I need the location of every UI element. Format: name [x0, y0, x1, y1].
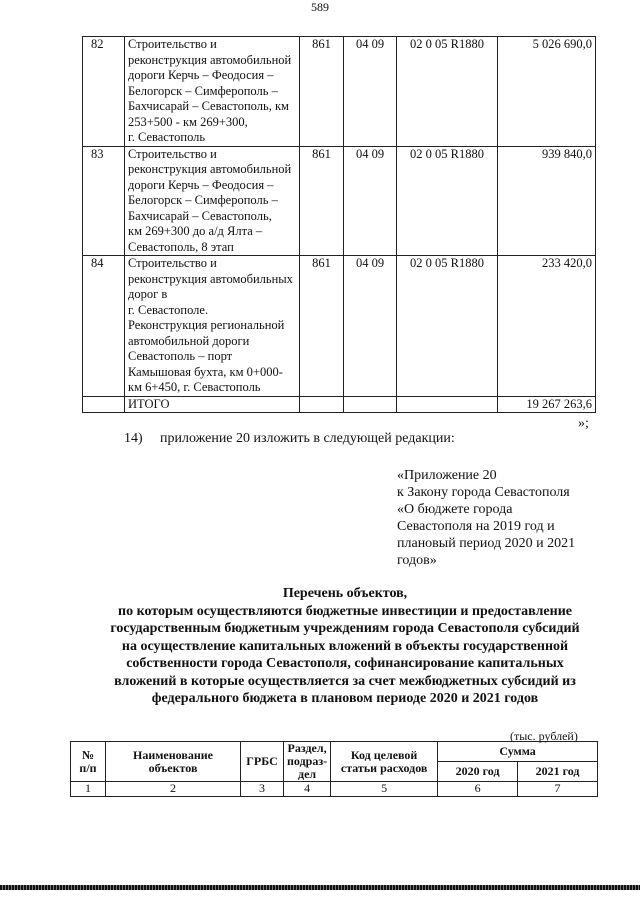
header-line: дел	[298, 767, 317, 781]
object-name-line: Бахчисарай – Севастополь,	[128, 208, 272, 223]
closing-quote: »;	[578, 416, 589, 431]
total-amount: 19 267 263,6	[498, 396, 596, 413]
object-name-line: Севастополь – порт	[128, 349, 233, 363]
index-cell: 3	[241, 782, 284, 797]
target-code: 02 0 05 R1880	[397, 37, 498, 147]
header-line: Код целевой	[350, 747, 418, 762]
col-2021-header: 2021 год	[518, 762, 598, 782]
grbs-code: 861	[300, 146, 344, 256]
object-name-line: Реконструкция региональной	[128, 318, 285, 332]
object-name-line: г. Севастополе.	[128, 302, 209, 317]
object-name-line: реконструкция автомобильных	[128, 271, 293, 286]
header-line: статьи расходов	[340, 760, 428, 775]
object-name-line: дороги Керчь – Феодосия –	[128, 68, 274, 82]
index-cell: 5	[331, 782, 438, 797]
target-code: 02 0 05 R1880	[397, 146, 498, 256]
table-row	[83, 256, 596, 397]
index-cell: 2	[106, 782, 241, 797]
empty-cell	[83, 396, 125, 413]
header-line: Раздел,	[287, 741, 327, 755]
amount: 233 420,0	[498, 256, 596, 397]
scan-edge-band	[0, 885, 640, 890]
col-target-header	[331, 742, 438, 782]
object-name-line: реконструкция автомобильной	[128, 162, 292, 176]
grbs-code: 861	[300, 37, 344, 147]
object-name-line: Строительство и	[128, 256, 217, 270]
row-number: 82	[83, 37, 125, 147]
index-cell: 7	[518, 782, 598, 797]
empty-cell	[300, 396, 344, 413]
annex-line: плановый период 2020 и 2021	[397, 536, 576, 551]
object-name-line: Севастополь, 8 этап	[128, 239, 234, 254]
object-name	[125, 37, 300, 147]
table-row	[83, 37, 596, 147]
object-name-line: Белогорск – Симферополь –	[128, 193, 278, 207]
object-name-line: дороги Керчь – Феодосия –	[128, 177, 274, 192]
title-line: Перечень объектов,	[282, 586, 408, 601]
object-name	[125, 146, 300, 256]
annex-line: «Приложение 20	[397, 468, 497, 483]
page-number: 589	[311, 0, 329, 14]
amount: 939 840,0	[498, 146, 596, 256]
object-name-line: дорог в	[128, 287, 168, 301]
empty-cell	[397, 396, 498, 413]
header-line: №	[81, 747, 95, 762]
title-line: вложений в которые осуществляется за счет межбюджетных субсидий из	[114, 673, 576, 689]
object-name-line: 253+500 - км 269+300,	[128, 114, 248, 129]
amendment-text: приложение 20 изложить в следующей редакции:	[160, 431, 455, 446]
col-grbs-header: ГРБС	[241, 742, 284, 782]
header-line: п/п	[79, 760, 97, 775]
annex-header	[397, 467, 607, 569]
grbs-code: 861	[300, 256, 344, 397]
index-cell: 4	[284, 782, 331, 797]
title-line: по которым осуществляются бюджетные инвестиции и предоставление	[118, 603, 572, 619]
annex-line: к Закону города Севастополя	[397, 485, 570, 500]
total-row	[83, 396, 596, 413]
object-name-line: Камышовая бухта, км 0+000-	[128, 364, 283, 379]
header-line: Наименование	[133, 747, 213, 762]
row-number: 83	[83, 146, 125, 256]
object-name-line: реконструкция автомобильной	[128, 52, 292, 67]
object-name-line: км 6+450, г. Севастополь	[128, 380, 261, 394]
object-name-line: Белогорск – Симферополь –	[128, 83, 278, 98]
header-row	[71, 742, 598, 762]
object-name-line: автомобильной дороги	[128, 333, 250, 348]
amendment-item	[124, 431, 455, 447]
section-code: 04 09	[344, 256, 397, 397]
index-row	[71, 782, 598, 797]
object-name-line: Строительство и	[128, 146, 217, 161]
section-code: 04 09	[344, 146, 397, 256]
object-name-line: Строительство и	[128, 37, 217, 51]
title-line: федерального бюджета в плановом периоде 2020 и 2021 годов	[151, 691, 539, 706]
object-name	[125, 256, 300, 397]
col-num-header	[71, 742, 106, 782]
document-title	[70, 585, 620, 708]
total-label: ИТОГО	[125, 396, 300, 413]
amount: 5 026 690,0	[498, 37, 596, 147]
object-name-line: Бахчисарай – Севастополь, км	[128, 99, 289, 113]
object-name-line: г. Севастополь	[128, 130, 206, 144]
header-line: объектов	[148, 760, 198, 775]
col-2020-header: 2020 год	[438, 762, 518, 782]
annex-line: «О бюджете города	[397, 502, 513, 517]
empty-cell	[344, 396, 397, 413]
title-line: на осуществление капитальных вложений в объекты государственной	[121, 638, 569, 654]
row-number: 84	[83, 256, 125, 397]
title-line: государственным бюджетным учреждениям города Севастополя субсидий	[110, 621, 580, 636]
title-line: собственности города Севастополя, софинансирование капитальных	[126, 656, 564, 671]
target-code: 02 0 05 R1880	[397, 256, 498, 397]
amendment-index: 14)	[124, 431, 143, 446]
col-sum-header: Сумма	[438, 742, 598, 762]
col-section-header	[284, 742, 331, 782]
table-row	[83, 146, 596, 256]
annex-line: Севастополя на 2019 год и	[397, 519, 555, 534]
section-code: 04 09	[344, 37, 397, 147]
annex-line: годов»	[397, 553, 437, 568]
header-line: подраз-	[287, 754, 328, 768]
index-cell: 1	[71, 782, 106, 797]
objects-table-header	[70, 741, 598, 797]
objects-table-continued	[82, 36, 596, 413]
object-name-line: км 269+300 до а/д Ялта –	[128, 224, 263, 238]
col-name-header	[106, 742, 241, 782]
index-cell: 6	[438, 782, 518, 797]
units-label: (тыс. рублей)	[510, 729, 578, 743]
